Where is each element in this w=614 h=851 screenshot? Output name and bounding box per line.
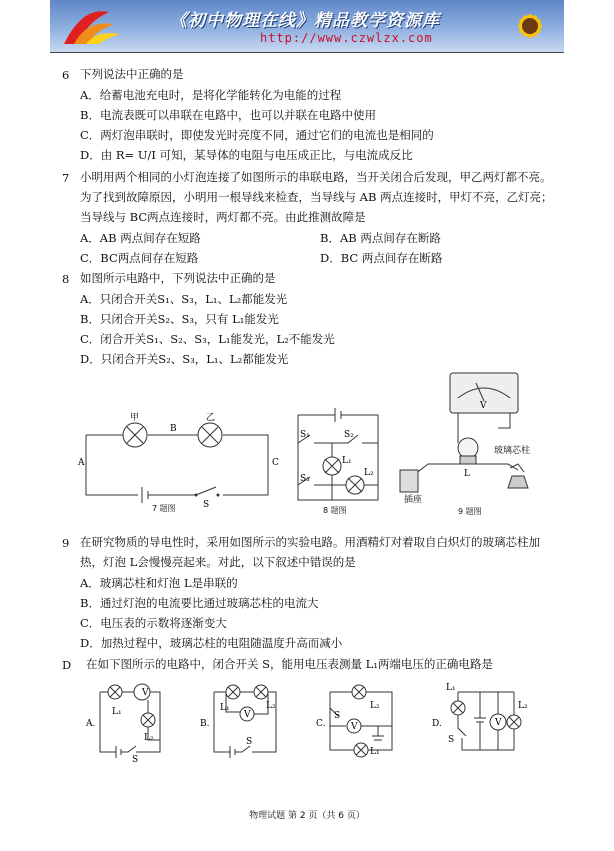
header-banner — [50, 0, 564, 52]
fig8-label-l1: L₁ — [342, 456, 352, 466]
q6-option-c: C．两灯泡串联时，即使发光时亮度不同，通过它们的电流也是相同的 — [80, 128, 434, 142]
fig10a-label-s: S — [132, 755, 139, 765]
q8-option-c: C．闭合开关S₁、S₂、S₃，L₁能发光，L₂不能发光 — [80, 332, 335, 346]
fig8-label-s1: S₁ — [300, 430, 310, 440]
q6-option-a: A．给蓄电池充电时，是将化学能转化为电能的过程 — [80, 88, 342, 102]
q8-option-b: B．只闭合开关S₂、S₃，只有 L₁能发光 — [80, 312, 279, 326]
fig9-label-glass: 玻璃芯柱 — [494, 446, 531, 456]
fig8-label-l2: L₂ — [364, 468, 374, 478]
fig10d-label-l2: L₂ — [518, 701, 528, 711]
q7-stem-line3: 当导线与 BC两点连接时，两灯都不亮。由此推测故障是 — [80, 210, 366, 224]
figure-10-b — [200, 682, 290, 766]
q7-option-d: D．BC 两点间存在断路 — [320, 251, 443, 265]
fig7-label-c: C — [272, 458, 279, 468]
q6-option-d: D．由 R= U/I 可知，某导体的电阻与电压成正比，与电流成反比 — [80, 148, 413, 162]
fig10b-label-s: S — [246, 737, 253, 747]
fig10d-label-v: V — [495, 718, 502, 728]
q7-option-b: B．AB 两点间存在断路 — [320, 231, 441, 245]
q9-option-a: A．玻璃芯柱和灯泡 L是串联的 — [80, 576, 238, 590]
fig10b-label-l2: L₂ — [266, 701, 276, 711]
header-rule — [50, 52, 564, 53]
q6-number: 6 — [62, 68, 70, 82]
figure-9 — [398, 368, 558, 512]
figure-7 — [78, 415, 278, 519]
fig7-caption: 7 题图 — [152, 504, 176, 513]
q9-stem-line2: 热，灯泡 L会慢慢亮起来。对此，以下叙述中错误的是 — [80, 555, 356, 569]
fig7-label-a: A — [78, 458, 85, 468]
q10-stem: 在如下图所示的电路中，闭合开关 S，能用电压表测量 L₁两端电压的正确电路是 — [86, 657, 493, 671]
fig9-caption: 9 题图 — [458, 507, 482, 516]
q7-stem-line2: 为了找到故障原因，小明用一根导线来检查，当导线与 AB 两点连接时，甲灯不亮，乙灯亮； — [80, 190, 553, 204]
q7-number: 7 — [62, 171, 70, 185]
fig8-label-s2: S₂ — [344, 430, 354, 440]
q6-stem: 下列说法中正确的是 — [80, 67, 184, 81]
figure-10-c — [316, 682, 406, 766]
q9-number: 9 — [62, 536, 70, 550]
q7-option-a: A．AB 两点间存在短路 — [80, 231, 201, 245]
q8-option-d: D．只闭合开关S₂、S₃，L₁、L₂都能发光 — [80, 352, 289, 366]
fig7-label-b: B — [170, 424, 177, 434]
figure-10-d — [432, 682, 532, 766]
figure-8 — [292, 405, 392, 509]
fig7-label-yi: 乙 — [206, 413, 216, 423]
fig9-label-v: V — [480, 401, 487, 411]
fig8-label-s3: S₃ — [300, 474, 310, 484]
fig10a-label-l1: L₁ — [112, 707, 122, 717]
fig10a-label-v: V — [142, 688, 149, 698]
q9-option-c: C．电压表的示数将逐渐变大 — [80, 616, 227, 630]
fig10d-label-l1: L₁ — [446, 683, 456, 693]
sunflower-icon — [500, 2, 558, 50]
q8-number: 8 — [62, 272, 70, 286]
fig8-caption: 8 题图 — [323, 506, 347, 515]
q10-number: D — [62, 658, 72, 672]
q7-stem-line1: 小明用两个相同的小灯泡连接了如图所示的串联电路，当开关闭合后发现，甲乙两灯都不亮。 — [80, 170, 552, 184]
fig10d-label-s: S — [448, 735, 455, 745]
fig9-label-socket: 插座 — [404, 495, 423, 505]
fig9-label-l: L — [464, 469, 470, 479]
q6-option-b: B．电流表既可以串联在电路中，也可以并联在电路中使用 — [80, 108, 376, 122]
fig10c-label-s: S — [334, 711, 341, 721]
q9-option-b: B．通过灯泡的电流要比通过玻璃芯柱的电流大 — [80, 596, 319, 610]
page-footer: 物理试题 第 2 页（共 6 页） — [249, 811, 365, 821]
q8-option-a: A．只闭合开关S₁、S₃，L₁、L₂都能发光 — [80, 292, 288, 306]
figure-10-a — [86, 682, 176, 766]
fig10b-label-l1: L₁ — [220, 703, 230, 713]
q9-stem-line1: 在研究物质的导电性时，采用如图所示的实验电路。用酒精灯对着取自白炽灯的玻璃芯柱加 — [80, 535, 540, 549]
fig10b-label-v: V — [244, 710, 251, 720]
fig10a-label-l2: L₂ — [144, 733, 154, 743]
fig10c-label-l2: L₂ — [370, 701, 380, 711]
fig10b-letter: B. — [200, 719, 210, 729]
banner-title: 《初中物理在线》精品教学资源库 — [170, 11, 440, 31]
q7-option-c: C．BC两点间存在短路 — [80, 251, 199, 265]
fig10c-letter: C. — [316, 719, 326, 729]
banner-url[interactable]: http://www.czwlzx.com — [260, 31, 433, 45]
q8-stem: 如图所示电路中，下列说法中正确的是 — [80, 271, 276, 285]
fig7-label-jia: 甲 — [130, 413, 140, 423]
fig10c-label-l1: L₁ — [370, 747, 380, 757]
fig7-label-s: S — [203, 500, 210, 510]
q9-option-d: D．加热过程中，玻璃芯柱的电阻随温度升高而减小 — [80, 636, 343, 650]
fig10c-label-v: V — [351, 722, 358, 732]
logo-icon — [54, 4, 134, 48]
fig10a-letter: A. — [86, 719, 96, 729]
fig10d-letter: D. — [432, 719, 442, 729]
